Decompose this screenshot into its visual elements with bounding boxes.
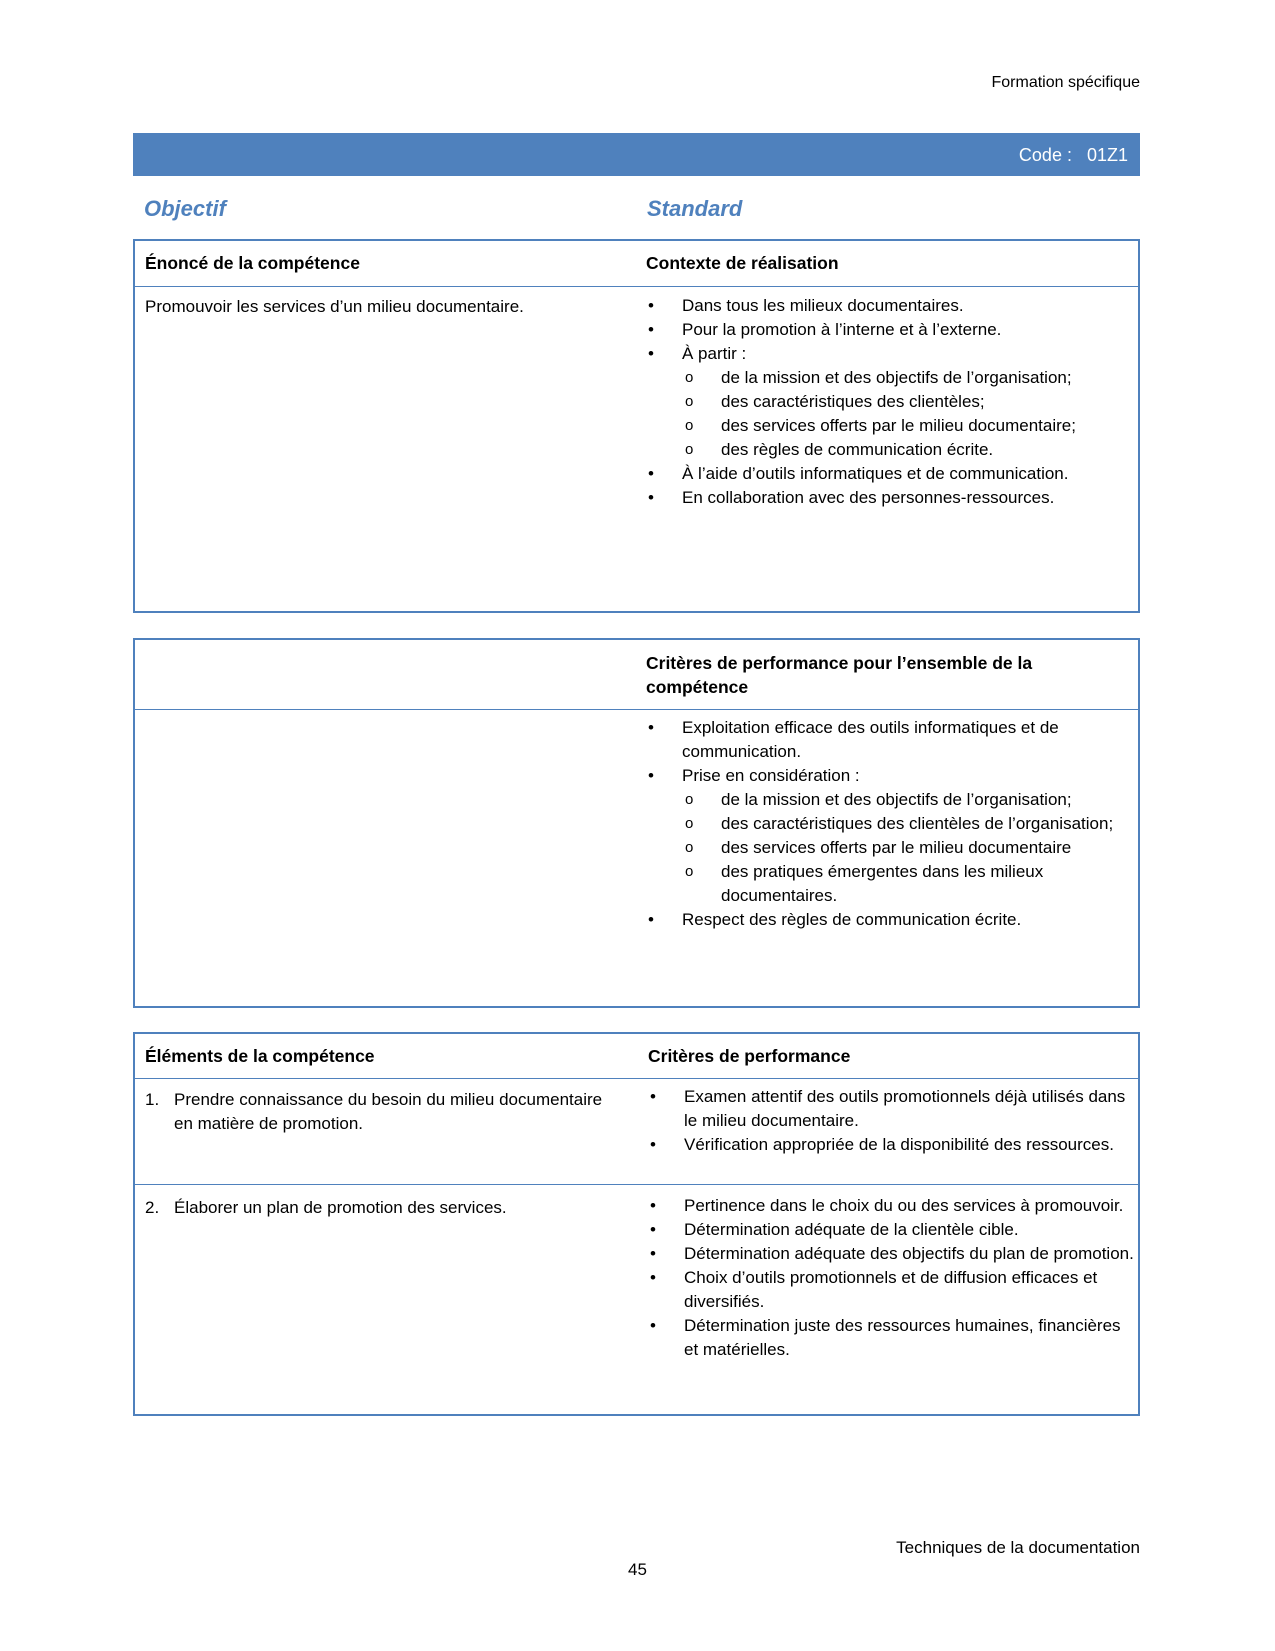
list-item: o de la mission et des objectifs de l’organisation;	[685, 366, 1136, 390]
list-item: • Pour la promotion à l’interne et à l’externe.	[646, 318, 1136, 342]
list-item: o des services offerts par le milieu documentaire	[685, 836, 1136, 860]
list-item: o des pratiques émergentes dans les milieux documentaires.	[685, 860, 1136, 908]
elements-header: Éléments de la compétence	[145, 1046, 375, 1066]
list-item: • À partir : o de la mission et des objectifs de l’organisation; o des caractéristiques des clientèles; o des services offerts par le milieu documentaire; o des règles de communication écrite.	[646, 342, 1136, 462]
standard-heading: Standard	[647, 196, 743, 221]
list-item: • Vérification appropriée de la disponibilité des ressources.	[648, 1133, 1138, 1157]
running-footer: Techniques de la documentation	[896, 1538, 1140, 1557]
list-item: • Pertinence dans le choix du ou des services à promouvoir.	[648, 1194, 1138, 1218]
table-row	[135, 1079, 1138, 1185]
list-item: • Détermination adéquate des objectifs du plan de promotion.	[648, 1242, 1138, 1266]
element-2	[145, 1196, 625, 1220]
criteres-ensemble-header: Critères de performance pour l’ensemble de la compétence	[646, 653, 1033, 697]
running-header: Formation spécifique	[991, 74, 1140, 91]
list-item: • Dans tous les milieux documentaires.	[646, 294, 1136, 318]
table-row	[135, 710, 1138, 1006]
element-text: Élaborer un plan de promotion des services.	[174, 1198, 507, 1217]
list-item: o des règles de communication écrite.	[685, 438, 1136, 462]
contexte-header: Contexte de réalisation	[646, 253, 839, 273]
section-headings	[144, 196, 1134, 222]
element-number: 1.	[145, 1090, 160, 1109]
element-number: 2.	[145, 1198, 160, 1217]
table-header-row	[135, 1034, 1138, 1079]
code-bar	[133, 133, 1140, 176]
list-item: • Détermination adéquate de la clientèle cible.	[648, 1218, 1138, 1242]
element-1-criteres	[648, 1085, 1138, 1157]
list-item: • Exploitation efficace des outils informatiques et de communication.	[646, 716, 1136, 764]
criteres-ensemble-table	[133, 638, 1140, 1008]
list-item: o des services offerts par le milieu documentaire;	[685, 414, 1136, 438]
competency-code: Code : 01Z1	[1018, 145, 1128, 165]
table-header-row	[135, 640, 1138, 710]
elements-criteres-table	[133, 1032, 1140, 1416]
list-item: • En collaboration avec des personnes-ressources.	[646, 486, 1136, 510]
element-2-criteres	[648, 1194, 1138, 1362]
objectif-heading: Objectif	[144, 196, 226, 221]
enonce-contexte-table	[133, 239, 1140, 613]
criteres-header: Critères de performance	[648, 1046, 851, 1066]
table-row	[135, 287, 1138, 611]
list-item: • À l’aide d’outils informatiques et de communication.	[646, 462, 1136, 486]
list-item: o de la mission et des objectifs de l’organisation;	[685, 788, 1136, 812]
element-1	[145, 1088, 625, 1136]
table-row	[135, 1185, 1138, 1414]
list-item: • Respect des règles de communication écrite.	[646, 908, 1136, 932]
list-item: o des caractéristiques des clientèles;	[685, 390, 1136, 414]
list-item: • Examen attentif des outils promotionnels déjà utilisés dans le milieu documentaire.	[648, 1085, 1138, 1133]
table-header-row	[135, 241, 1138, 287]
list-item: • Prise en considération : o de la mission et des objectifs de l’organisation; o des caractéristiques des clientèles de l’organisation; o des services offerts par le milieu documentaire o des pratiques émergentes dans les milieux documentaires.	[646, 764, 1136, 908]
list-item: o des caractéristiques des clientèles de l’organisation;	[685, 812, 1136, 836]
page-number: 45	[628, 1560, 647, 1579]
list-item: • Choix d’outils promotionnels et de diffusion efficaces et diversifiés.	[648, 1266, 1138, 1314]
enonce-text: Promouvoir les services d’un milieu documentaire.	[145, 297, 524, 316]
criteres-ensemble-list	[646, 716, 1136, 932]
list-item: • Détermination juste des ressources humaines, financières et matérielles.	[648, 1314, 1138, 1362]
enonce-header: Énoncé de la compétence	[145, 253, 360, 273]
contexte-list	[646, 294, 1136, 510]
element-text: Prendre connaissance du besoin du milieu documentaire en matière de promotion.	[174, 1090, 603, 1133]
